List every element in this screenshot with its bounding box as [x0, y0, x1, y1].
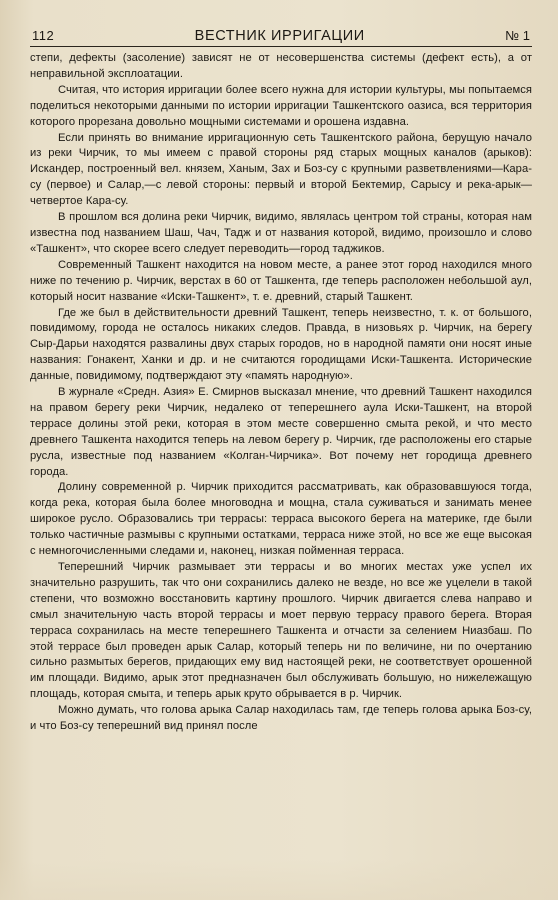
paragraph: Где же был в действительности древний Ташкент, теперь неизвестно, т. к. от большого, повидимому, города не осталось никаких следов. Правда, в низовьях р. Чирчик, на берегу Сыр-Дарьи находятся развалины двух старых городов, но в народной памяти они носят иные названия: Гонакент, Ханки и др. и не считаются городищами Иски-Ташкента. Исторические данные, повидимому, подтверждают эту «память народную». [30, 306, 532, 383]
paragraph: Теперешний Чирчик размывает эти террасы и во многих местах уже успел их значительно разрушить, так что они сохранились далеко не везде, но все же уцелели в такой степени, что возможно восстановить картину прошлого. Чирчик двигается слева направо и смыл значительную часть второй террасы и моет первую террасу правого берега. Вторая терраса сохранилась на месте теперешнего Ташкента и отчасти за селением Ниазбаш. По этой террасе был проведен арык Салар, который теперь ни по величине, ни по очертанию сильно размытых берегов, придающих ему вид настоящей реки, не соответствует орошенной им площади. Видимо, арык этот предназначен был обслуживать большую, но нижележащую площадь, которая смыта, и теперь арык круто обрывается в р. Чирчик. [30, 561, 532, 701]
article-body [30, 51, 532, 735]
running-header [30, 28, 532, 47]
paragraph: В журнале «Средн. Азия» Е. Смирнов высказал мнение, что древний Ташкент находился на правом берегу реки Чирчик, недалеко от теперешнего аула Иски-Ташкент, на второй террасе долины этой реки, которая в этом месте совершенно смыта рекой, и что место древнего Ташкента находится теперь на левом берегу р. Чирчик, где расположены его старые русла, известные под названием «Колган-Чирчика». Вот почему нет городища древнего города. [30, 386, 532, 478]
paragraph: Можно думать, что голова арыка Салар находилась там, где теперь голова арыка Боз-су, и что Боз-су теперешний вид принял после [30, 704, 532, 733]
paragraph: Долину современной р. Чирчик приходится рассматривать, как образовавшуюся тогда, когда река, которая была более многоводна и мощна, стала суживаться и занимать менее широкое русло. Образовались три террасы: терраса высокого берега на материке, где были только частичные размывы с крупными остатками, терраса ниже этой, но все же еще высокая с немногочисленными следами и, наконец, низкая пойменная терраса. [30, 481, 532, 558]
paragraph: В прошлом вся долина реки Чирчик, видимо, являлась центром той страны, которая нам известна под названием Шаш, Чач, Тадж и от названия которой, видимо, произошло и слово «Ташкент», что скорее всего следует переводить—город таджиков. [30, 211, 532, 255]
page-number: 112 [32, 28, 55, 43]
paragraph: Если принять во внимание ирригационную сеть Ташкентского района, берущую начало из реки Чирчик, то мы имеем с правой стороны ряд старых мощных каналов (арыков): Искандер, построенный вел. князем, Ханым, Зах и Боз-су с крупными разветвлениями—Кара-су (первое) и Салар,—с левой стороны: первый и второй Бектемир, Сарысу и река-арык—четвертое Кара-су. [30, 131, 532, 208]
issue-number: № 1 [505, 28, 530, 43]
journal-title: ВЕСТНИК ИРРИГАЦИИ [194, 28, 365, 44]
page-bottom-shadow [0, 860, 558, 900]
paragraph: Современный Ташкент находится на новом месте, а ранее этот город находился много ниже по течению р. Чирчик, верстах в 60 от Ташкента, где теперь расположен небольшой аул, который носит название «Иски-Ташкент», т. е. древний, старый Ташкент. [30, 258, 532, 303]
paragraph: степи, дефекты (засоление) зависят не от несовершенства системы (дефект есть), а от неправильной эксплоатации. [30, 52, 532, 80]
paragraph: Считая, что история ирригации более всего нужна для истории культуры, мы попытаемся поделиться некоторыми данными по истории ирригации Ташкентского оазиса, вся территория которого прорезана довольно мощными системами и орошена издавна. [30, 83, 532, 128]
